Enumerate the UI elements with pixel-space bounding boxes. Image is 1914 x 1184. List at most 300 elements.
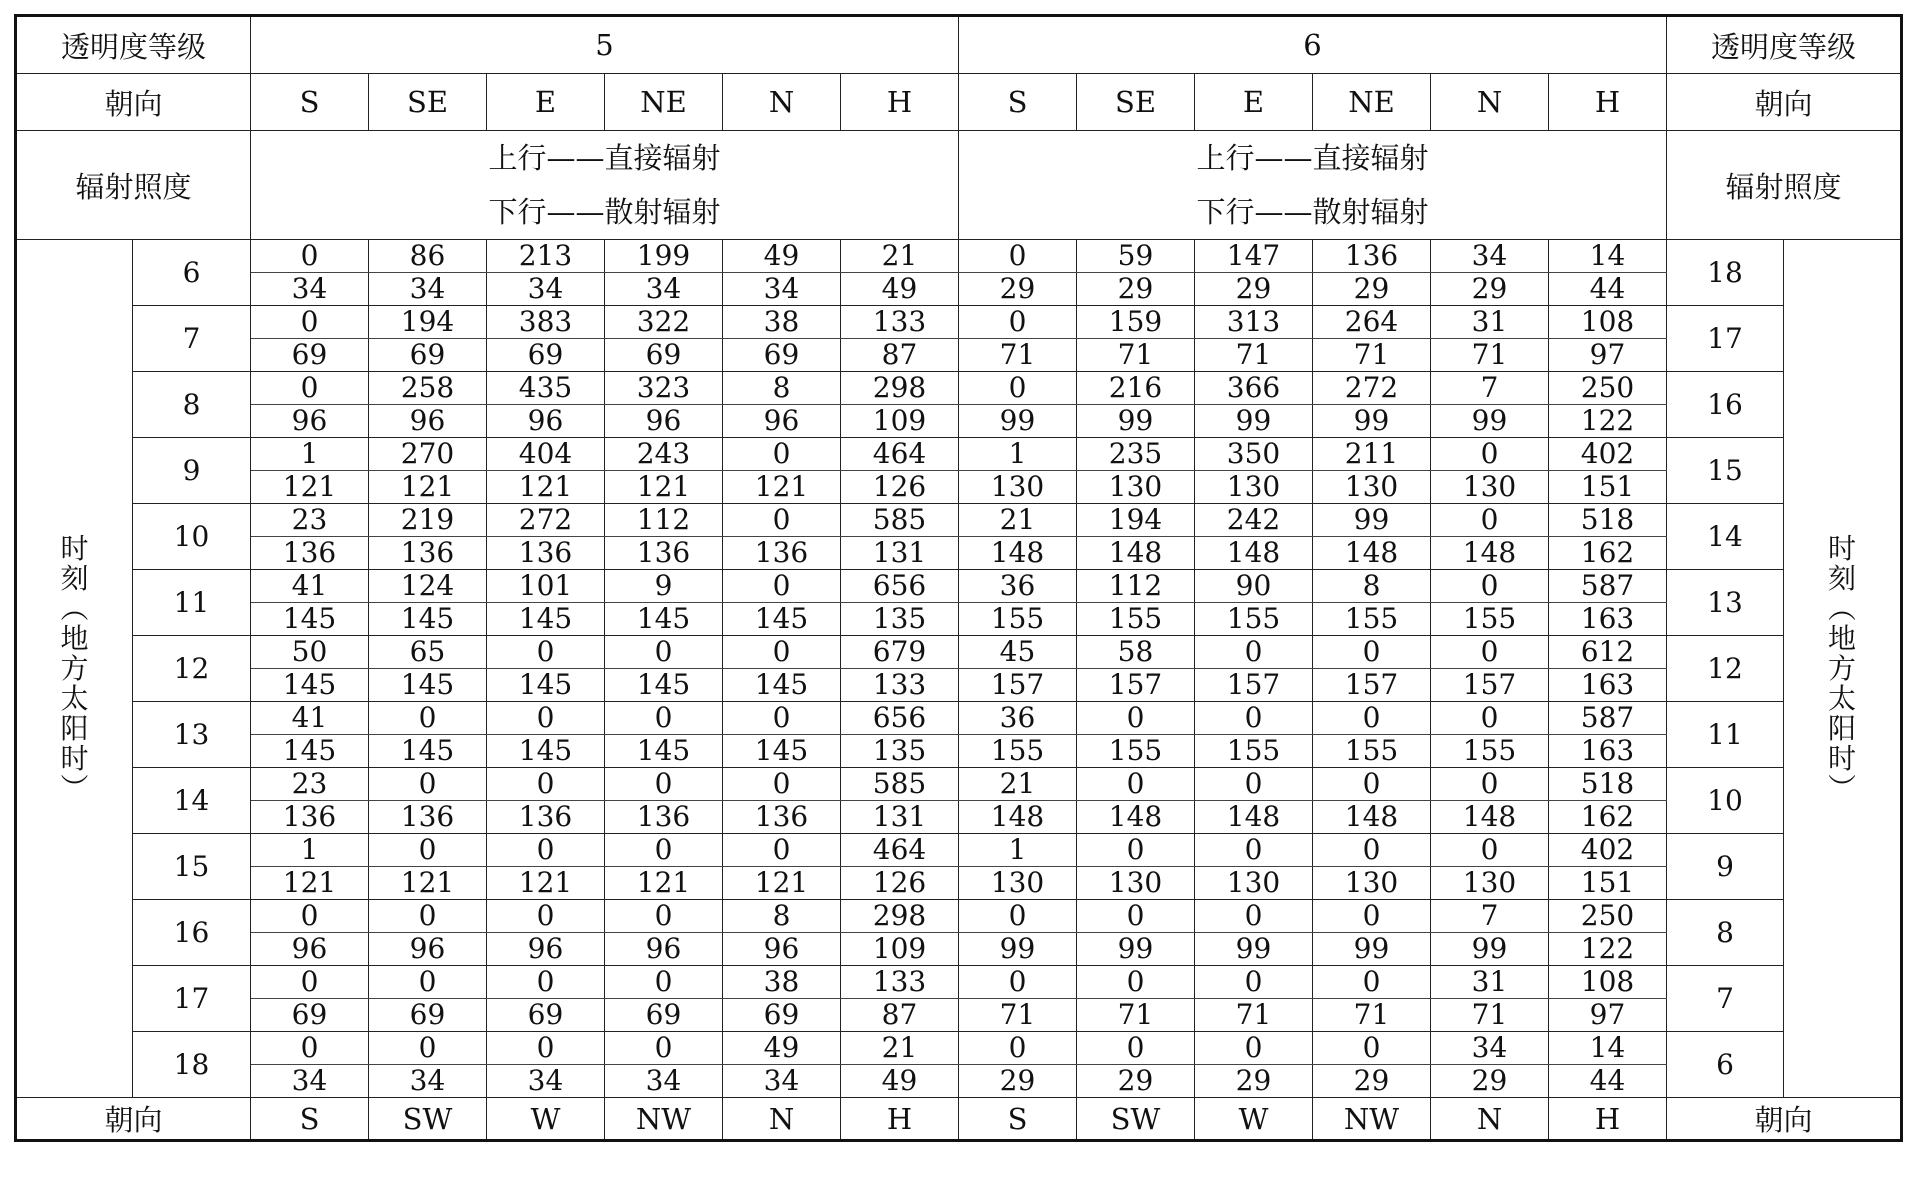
hour-cell-right: 14 bbox=[1667, 504, 1784, 570]
diffuse-value: 121 bbox=[723, 867, 841, 900]
orientation-cell: E bbox=[487, 74, 605, 131]
hour-cell: 14 bbox=[133, 768, 251, 834]
diffuse-value: 130 bbox=[1313, 867, 1431, 900]
direct-value: 435 bbox=[487, 372, 605, 405]
diffuse-value: 99 bbox=[1313, 405, 1431, 438]
time-label-char: 阳 bbox=[1827, 711, 1856, 745]
footer-orientation-cell: N bbox=[1431, 1098, 1549, 1141]
hour-cell: 11 bbox=[133, 570, 251, 636]
diffuse-value: 121 bbox=[605, 471, 723, 504]
diffuse-value: 148 bbox=[1431, 537, 1549, 570]
hour-cell: 8 bbox=[133, 372, 251, 438]
footer-orientation-cell: SW bbox=[369, 1098, 487, 1141]
direct-value: 402 bbox=[1549, 438, 1667, 471]
diffuse-value: 34 bbox=[251, 273, 369, 306]
diffuse-value: 148 bbox=[1195, 537, 1313, 570]
diffuse-value: 151 bbox=[1549, 471, 1667, 504]
time-label-char: 时 bbox=[1827, 531, 1856, 565]
diffuse-value: 69 bbox=[251, 339, 369, 372]
hour-cell-right: 18 bbox=[1667, 240, 1784, 306]
diffuse-row bbox=[16, 339, 1902, 372]
diffuse-value: 34 bbox=[369, 273, 487, 306]
direct-value: 108 bbox=[1549, 966, 1667, 999]
diffuse-value: 136 bbox=[605, 801, 723, 834]
direct-value: 0 bbox=[1313, 966, 1431, 999]
direct-value: 0 bbox=[723, 438, 841, 471]
diffuse-value: 155 bbox=[1313, 603, 1431, 636]
direct-value: 31 bbox=[1431, 966, 1549, 999]
diffuse-value: 145 bbox=[723, 669, 841, 702]
hour-cell: 12 bbox=[133, 636, 251, 702]
diffuse-value: 148 bbox=[1195, 801, 1313, 834]
diffuse-value: 136 bbox=[369, 801, 487, 834]
direct-value: 0 bbox=[723, 636, 841, 669]
hour-cell: 16 bbox=[133, 900, 251, 966]
diffuse-value: 29 bbox=[1195, 273, 1313, 306]
diffuse-value: 145 bbox=[251, 735, 369, 768]
time-label-char: 地 bbox=[60, 621, 89, 655]
direct-value: 0 bbox=[487, 768, 605, 801]
direct-value: 587 bbox=[1549, 702, 1667, 735]
direct-value: 0 bbox=[1431, 504, 1549, 537]
orientation-label: 朝向 bbox=[16, 74, 251, 131]
diffuse-row bbox=[16, 999, 1902, 1032]
direct-value: 49 bbox=[723, 240, 841, 273]
direct-value: 0 bbox=[959, 240, 1077, 273]
direct-value: 21 bbox=[959, 768, 1077, 801]
direct-value: 59 bbox=[1077, 240, 1195, 273]
diffuse-value: 99 bbox=[1431, 933, 1549, 966]
direct-value: 0 bbox=[1077, 900, 1195, 933]
direct-value: 350 bbox=[1195, 438, 1313, 471]
diffuse-value: 99 bbox=[1195, 933, 1313, 966]
direct-value: 0 bbox=[605, 636, 723, 669]
direct-row bbox=[16, 702, 1902, 735]
diffuse-value: 157 bbox=[1313, 669, 1431, 702]
diffuse-value: 69 bbox=[369, 339, 487, 372]
diffuse-value: 71 bbox=[1313, 339, 1431, 372]
diffuse-value: 49 bbox=[841, 273, 959, 306]
diffuse-value: 69 bbox=[723, 999, 841, 1032]
direct-value: 1 bbox=[959, 438, 1077, 471]
direct-value: 464 bbox=[841, 834, 959, 867]
footer-orientation-cell: W bbox=[1195, 1098, 1313, 1141]
direct-value: 34 bbox=[1431, 1032, 1549, 1065]
direct-value: 34 bbox=[1431, 240, 1549, 273]
diffuse-value: 121 bbox=[369, 867, 487, 900]
diffuse-row bbox=[16, 603, 1902, 636]
diffuse-value: 145 bbox=[487, 735, 605, 768]
diffuse-value: 29 bbox=[1431, 1065, 1549, 1098]
orientation-cell: S bbox=[251, 74, 369, 131]
diffuse-value: 145 bbox=[369, 735, 487, 768]
direct-value: 0 bbox=[487, 1032, 605, 1065]
diffuse-value: 99 bbox=[1313, 933, 1431, 966]
direct-value: 272 bbox=[1313, 372, 1431, 405]
direct-value: 45 bbox=[959, 636, 1077, 669]
direct-value: 235 bbox=[1077, 438, 1195, 471]
direct-value: 0 bbox=[369, 1032, 487, 1065]
diffuse-value: 87 bbox=[841, 999, 959, 1032]
direct-value: 36 bbox=[959, 702, 1077, 735]
diffuse-value: 71 bbox=[1195, 339, 1313, 372]
time-label-char: 太 bbox=[1827, 681, 1856, 715]
footer-orientation-cell: SW bbox=[1077, 1098, 1195, 1141]
footer-orientation-cell: NW bbox=[1313, 1098, 1431, 1141]
diffuse-value: 162 bbox=[1549, 801, 1667, 834]
direct-value: 0 bbox=[605, 900, 723, 933]
time-label-left bbox=[16, 240, 133, 1098]
direct-value: 213 bbox=[487, 240, 605, 273]
diffuse-value: 136 bbox=[723, 801, 841, 834]
diffuse-value: 96 bbox=[487, 933, 605, 966]
diffuse-value: 87 bbox=[841, 339, 959, 372]
diffuse-row bbox=[16, 537, 1902, 570]
diffuse-value: 29 bbox=[1077, 273, 1195, 306]
diffuse-value: 155 bbox=[1431, 735, 1549, 768]
direct-value: 0 bbox=[723, 768, 841, 801]
hour-cell: 13 bbox=[133, 702, 251, 768]
direct-value: 656 bbox=[841, 570, 959, 603]
direct-value: 136 bbox=[1313, 240, 1431, 273]
diffuse-value: 145 bbox=[251, 669, 369, 702]
diffuse-value: 109 bbox=[841, 933, 959, 966]
radiation-label: 辐射照度 bbox=[16, 131, 251, 240]
diffuse-value: 155 bbox=[1313, 735, 1431, 768]
direct-value: 7 bbox=[1431, 900, 1549, 933]
diffuse-value: 99 bbox=[1195, 405, 1313, 438]
orientation-cell: E bbox=[1195, 74, 1313, 131]
diffuse-value: 145 bbox=[369, 603, 487, 636]
diffuse-value: 145 bbox=[487, 669, 605, 702]
upper-note: 上行——直接辐射 bbox=[1196, 141, 1429, 175]
diffuse-value: 34 bbox=[369, 1065, 487, 1098]
diffuse-value: 130 bbox=[1431, 471, 1549, 504]
diffuse-value: 155 bbox=[1431, 603, 1549, 636]
diffuse-value: 155 bbox=[959, 603, 1077, 636]
diffuse-value: 29 bbox=[1195, 1065, 1313, 1098]
diffuse-value: 96 bbox=[251, 405, 369, 438]
direct-value: 65 bbox=[369, 636, 487, 669]
diffuse-value: 44 bbox=[1549, 1065, 1667, 1098]
orientation-cell: N bbox=[1431, 74, 1549, 131]
direct-value: 0 bbox=[959, 966, 1077, 999]
diffuse-value: 99 bbox=[959, 933, 1077, 966]
diffuse-value: 145 bbox=[487, 603, 605, 636]
diffuse-value: 34 bbox=[251, 1065, 369, 1098]
direct-value: 0 bbox=[1077, 768, 1195, 801]
hour-cell-right: 10 bbox=[1667, 768, 1784, 834]
direct-value: 1 bbox=[251, 438, 369, 471]
direct-value: 250 bbox=[1549, 372, 1667, 405]
diffuse-value: 96 bbox=[487, 405, 605, 438]
direct-value: 0 bbox=[1431, 768, 1549, 801]
direct-value: 0 bbox=[605, 768, 723, 801]
direct-value: 38 bbox=[723, 306, 841, 339]
direct-value: 0 bbox=[1077, 966, 1195, 999]
diffuse-value: 136 bbox=[369, 537, 487, 570]
direct-value: 219 bbox=[369, 504, 487, 537]
diffuse-value: 99 bbox=[1077, 933, 1195, 966]
direct-value: 194 bbox=[369, 306, 487, 339]
footer-orientation-cell: S bbox=[959, 1098, 1077, 1141]
direct-value: 8 bbox=[1313, 570, 1431, 603]
diffuse-value: 69 bbox=[369, 999, 487, 1032]
footer-orientation-cell: W bbox=[487, 1098, 605, 1141]
diffuse-value: 44 bbox=[1549, 273, 1667, 306]
direct-value: 108 bbox=[1549, 306, 1667, 339]
direct-value: 0 bbox=[605, 1032, 723, 1065]
diffuse-value: 71 bbox=[959, 999, 1077, 1032]
direct-row bbox=[16, 636, 1902, 669]
direct-value: 0 bbox=[487, 834, 605, 867]
direct-value: 8 bbox=[723, 900, 841, 933]
direct-value: 14 bbox=[1549, 1032, 1667, 1065]
diffuse-value: 29 bbox=[959, 273, 1077, 306]
direct-row bbox=[16, 834, 1902, 867]
orientation-label-right: 朝向 bbox=[1667, 74, 1902, 131]
footer-orientation-label: 朝向 bbox=[16, 1098, 251, 1141]
footer-orientation-cell: N bbox=[723, 1098, 841, 1141]
diffuse-value: 130 bbox=[959, 867, 1077, 900]
diffuse-value: 96 bbox=[369, 933, 487, 966]
direct-value: 0 bbox=[251, 240, 369, 273]
direct-value: 199 bbox=[605, 240, 723, 273]
direct-value: 0 bbox=[1431, 438, 1549, 471]
radiation-row bbox=[16, 131, 1902, 240]
diffuse-value: 130 bbox=[1313, 471, 1431, 504]
diffuse-value: 157 bbox=[1195, 669, 1313, 702]
diffuse-value: 34 bbox=[605, 1065, 723, 1098]
diffuse-value: 96 bbox=[723, 933, 841, 966]
diffuse-value: 130 bbox=[1195, 867, 1313, 900]
hour-cell-right: 13 bbox=[1667, 570, 1784, 636]
orientation-cell: SE bbox=[369, 74, 487, 131]
diffuse-value: 136 bbox=[251, 801, 369, 834]
direct-value: 112 bbox=[1077, 570, 1195, 603]
direct-value: 21 bbox=[841, 1032, 959, 1065]
orientation-row bbox=[16, 74, 1902, 131]
orientation-cell: NE bbox=[1313, 74, 1431, 131]
diffuse-value: 130 bbox=[1195, 471, 1313, 504]
diffuse-value: 96 bbox=[369, 405, 487, 438]
diffuse-value: 96 bbox=[605, 405, 723, 438]
direct-value: 464 bbox=[841, 438, 959, 471]
direct-value: 133 bbox=[841, 966, 959, 999]
direct-value: 0 bbox=[487, 966, 605, 999]
time-label-char: ︵ bbox=[1827, 591, 1856, 625]
diffuse-row bbox=[16, 867, 1902, 900]
direct-value: 23 bbox=[251, 768, 369, 801]
diffuse-row bbox=[16, 1065, 1902, 1098]
time-label-char: 刻 bbox=[1827, 561, 1856, 595]
diffuse-value: 155 bbox=[1195, 603, 1313, 636]
direct-value: 322 bbox=[605, 306, 723, 339]
diffuse-value: 130 bbox=[959, 471, 1077, 504]
diffuse-value: 130 bbox=[1077, 867, 1195, 900]
direct-value: 0 bbox=[1195, 768, 1313, 801]
direct-value: 0 bbox=[1431, 834, 1549, 867]
direct-value: 124 bbox=[369, 570, 487, 603]
time-label-char: 阳 bbox=[60, 711, 89, 745]
direct-value: 133 bbox=[841, 306, 959, 339]
direct-value: 0 bbox=[959, 900, 1077, 933]
diffuse-value: 157 bbox=[1077, 669, 1195, 702]
direct-value: 0 bbox=[605, 702, 723, 735]
diffuse-value: 69 bbox=[723, 339, 841, 372]
time-label-char: ︵ bbox=[60, 591, 89, 625]
time-label-right bbox=[1784, 240, 1902, 1098]
diffuse-value: 99 bbox=[959, 405, 1077, 438]
diffuse-value: 148 bbox=[1077, 801, 1195, 834]
upper-note: 上行——直接辐射 bbox=[488, 141, 721, 175]
footer-orientation-cell: S bbox=[251, 1098, 369, 1141]
direct-value: 0 bbox=[369, 966, 487, 999]
direct-value: 264 bbox=[1313, 306, 1431, 339]
diffuse-value: 71 bbox=[1077, 999, 1195, 1032]
direct-value: 0 bbox=[1313, 1032, 1431, 1065]
direct-row bbox=[16, 768, 1902, 801]
diffuse-value: 148 bbox=[1077, 537, 1195, 570]
direct-value: 0 bbox=[369, 768, 487, 801]
diffuse-value: 148 bbox=[959, 801, 1077, 834]
direct-value: 0 bbox=[959, 1032, 1077, 1065]
diffuse-value: 69 bbox=[251, 999, 369, 1032]
direct-value: 313 bbox=[1195, 306, 1313, 339]
direct-value: 612 bbox=[1549, 636, 1667, 669]
direct-value: 0 bbox=[369, 900, 487, 933]
diffuse-value: 69 bbox=[605, 339, 723, 372]
diffuse-value: 126 bbox=[841, 867, 959, 900]
diffuse-value: 122 bbox=[1549, 933, 1667, 966]
hour-cell: 18 bbox=[133, 1032, 251, 1098]
direct-value: 0 bbox=[1313, 636, 1431, 669]
direct-value: 258 bbox=[369, 372, 487, 405]
diffuse-value: 157 bbox=[959, 669, 1077, 702]
diffuse-value: 121 bbox=[487, 867, 605, 900]
lower-note: 下行——散射辐射 bbox=[488, 195, 721, 229]
diffuse-value: 96 bbox=[605, 933, 723, 966]
diffuse-value: 97 bbox=[1549, 999, 1667, 1032]
direct-value: 0 bbox=[251, 1032, 369, 1065]
direct-value: 9 bbox=[605, 570, 723, 603]
diffuse-value: 151 bbox=[1549, 867, 1667, 900]
diffuse-value: 148 bbox=[959, 537, 1077, 570]
level-row bbox=[16, 16, 1902, 74]
diffuse-value: 155 bbox=[1195, 735, 1313, 768]
footer-orientation-row bbox=[16, 1098, 1902, 1141]
diffuse-value: 136 bbox=[605, 537, 723, 570]
hour-cell: 10 bbox=[133, 504, 251, 570]
diffuse-value: 109 bbox=[841, 405, 959, 438]
diffuse-row bbox=[16, 735, 1902, 768]
direct-value: 99 bbox=[1313, 504, 1431, 537]
hour-cell: 17 bbox=[133, 966, 251, 1032]
direct-value: 1 bbox=[251, 834, 369, 867]
direct-value: 49 bbox=[723, 1032, 841, 1065]
diffuse-row bbox=[16, 933, 1902, 966]
diffuse-value: 145 bbox=[605, 669, 723, 702]
diffuse-value: 69 bbox=[605, 999, 723, 1032]
diffuse-value: 145 bbox=[723, 735, 841, 768]
direct-value: 211 bbox=[1313, 438, 1431, 471]
orientation-cell: S bbox=[959, 74, 1077, 131]
diffuse-value: 69 bbox=[487, 339, 605, 372]
diffuse-value: 121 bbox=[487, 471, 605, 504]
diffuse-value: 49 bbox=[841, 1065, 959, 1098]
direct-value: 0 bbox=[251, 900, 369, 933]
diffuse-value: 155 bbox=[1077, 735, 1195, 768]
direct-value: 159 bbox=[1077, 306, 1195, 339]
time-label-char: 刻 bbox=[60, 561, 89, 595]
footer-orientation-cell: H bbox=[841, 1098, 959, 1141]
diffuse-value: 145 bbox=[369, 669, 487, 702]
direct-value: 298 bbox=[841, 372, 959, 405]
diffuse-value: 131 bbox=[841, 801, 959, 834]
diffuse-value: 71 bbox=[1313, 999, 1431, 1032]
direct-value: 36 bbox=[959, 570, 1077, 603]
diffuse-value: 133 bbox=[841, 669, 959, 702]
direct-value: 587 bbox=[1549, 570, 1667, 603]
direct-value: 216 bbox=[1077, 372, 1195, 405]
direct-row bbox=[16, 306, 1902, 339]
direct-value: 21 bbox=[959, 504, 1077, 537]
diffuse-value: 34 bbox=[605, 273, 723, 306]
time-label-char: 地 bbox=[1827, 621, 1856, 655]
diffuse-value: 136 bbox=[487, 801, 605, 834]
radiation-label-right: 辐射照度 bbox=[1667, 131, 1902, 240]
hour-cell-right: 11 bbox=[1667, 702, 1784, 768]
direct-value: 0 bbox=[1195, 636, 1313, 669]
time-label-char: 时 bbox=[60, 741, 89, 775]
diffuse-value: 71 bbox=[959, 339, 1077, 372]
direct-value: 656 bbox=[841, 702, 959, 735]
diffuse-value: 145 bbox=[605, 735, 723, 768]
direct-row bbox=[16, 900, 1902, 933]
diffuse-value: 121 bbox=[605, 867, 723, 900]
direct-value: 7 bbox=[1431, 372, 1549, 405]
direct-value: 38 bbox=[723, 966, 841, 999]
hour-cell-right: 9 bbox=[1667, 834, 1784, 900]
direct-row bbox=[16, 966, 1902, 999]
orientation-cell: H bbox=[841, 74, 959, 131]
diffuse-value: 71 bbox=[1195, 999, 1313, 1032]
direct-value: 585 bbox=[841, 504, 959, 537]
direct-value: 86 bbox=[369, 240, 487, 273]
direct-value: 0 bbox=[959, 306, 1077, 339]
direct-value: 0 bbox=[487, 900, 605, 933]
direct-value: 23 bbox=[251, 504, 369, 537]
direct-value: 194 bbox=[1077, 504, 1195, 537]
direct-value: 679 bbox=[841, 636, 959, 669]
hour-cell: 6 bbox=[133, 240, 251, 306]
diffuse-value: 162 bbox=[1549, 537, 1667, 570]
direct-row bbox=[16, 504, 1902, 537]
direct-value: 0 bbox=[1077, 702, 1195, 735]
diffuse-value: 121 bbox=[723, 471, 841, 504]
direct-value: 0 bbox=[605, 834, 723, 867]
diffuse-row bbox=[16, 801, 1902, 834]
direct-value: 0 bbox=[959, 372, 1077, 405]
hour-cell-right: 16 bbox=[1667, 372, 1784, 438]
hour-cell-right: 7 bbox=[1667, 966, 1784, 1032]
time-label-char: 方 bbox=[60, 651, 89, 685]
direct-value: 0 bbox=[723, 504, 841, 537]
direct-value: 0 bbox=[369, 702, 487, 735]
hour-cell-right: 12 bbox=[1667, 636, 1784, 702]
time-label-char: ︶ bbox=[1827, 771, 1856, 805]
diffuse-value: 155 bbox=[1077, 603, 1195, 636]
